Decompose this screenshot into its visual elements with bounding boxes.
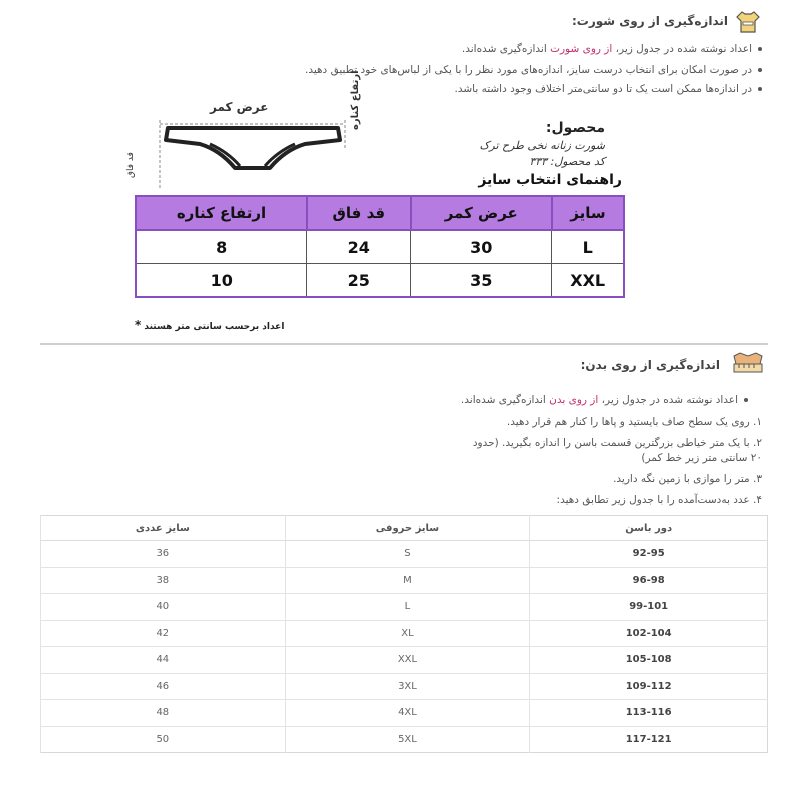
crotch-label: قد فاق	[125, 152, 136, 178]
bullet-3: در اندازه‌ها ممکن است یک تا دو سانتی‌متر اختلاف وجود داشته باشد.	[454, 83, 762, 95]
table-header-row	[136, 196, 624, 230]
product-heading: محصول:	[545, 120, 605, 136]
step-3: ۳. متر را موازی با زمین نگه دارید.	[613, 473, 762, 485]
step-2-cont: ۲۰ سانتی متر زیر خط کمر)	[641, 452, 762, 464]
col-letter-size: سایز حروفی	[285, 516, 530, 541]
col-crotch: قد فاق	[307, 196, 411, 230]
step-4: ۴. عدد به‌دست‌آمده را با جدول زیر تطابق دهید:	[556, 494, 762, 506]
product-code: کد محصول: ۳۳۳	[529, 155, 605, 168]
table-row: 113-116 4XL 48	[41, 700, 768, 727]
col-numeric-size: سایز عددی	[41, 516, 286, 541]
shirt-icon	[735, 10, 761, 34]
hip-size-table	[40, 515, 768, 753]
table-header-row	[41, 516, 768, 541]
size-table	[135, 195, 625, 298]
table-row: 96-98 M 38	[41, 567, 768, 594]
side-height-label: ارتفاع کناره	[350, 70, 361, 130]
waist-width-label: عرض کمر	[210, 100, 269, 114]
step-2: ۲. با یک متر خیاطی بزرگترین قسمت باسن را اندازه بگیرید. (حدود	[472, 437, 762, 449]
bullet-1: اعداد نوشته شده در جدول زیر، از روی شورت اندازه‌گیری شده‌اند.	[462, 43, 762, 55]
table-row: 102-104 XL 42	[41, 620, 768, 647]
table-row: 117-121 5XL 50	[41, 726, 768, 753]
col-waist: عرض کمر	[411, 196, 552, 230]
bullet-2: در صورت امکان برای انتخاب درست سایز، اندازه‌های مورد نظر را با یکی از لباس‌های خود تطبیق دهید.	[305, 64, 762, 76]
product-name: شورت زنانه نخی طرح ترک	[479, 139, 605, 152]
col-size: سایز	[552, 196, 624, 230]
table-row: 105-108 XXL 44	[41, 647, 768, 674]
col-hip: دور باسن	[530, 516, 768, 541]
table-row: XXL 35 25 10	[136, 264, 624, 298]
section1-title: اندازه‌گیری از روی شورت:	[571, 14, 728, 28]
col-side: ارتفاع کناره	[136, 196, 307, 230]
table-row: 99-101 L 40	[41, 594, 768, 621]
divider	[40, 343, 768, 345]
table-row: L 30 24 8	[136, 230, 624, 264]
table-row: 92-95 S 36	[41, 541, 768, 568]
units-note: اعداد برحسب سانتی متر هستند *	[135, 318, 285, 332]
ruler-icon	[730, 352, 766, 376]
intro-bullet: اعداد نوشته شده در جدول زیر، از روی بدن اندازه‌گیری شده‌اند.	[461, 394, 748, 406]
step-1: ۱. روی یک سطح صاف بایستید و پاها را کنار هم قرار دهید.	[506, 416, 762, 428]
table-row: 109-112 3XL 46	[41, 673, 768, 700]
section2-title: اندازه‌گیری از روی بدن:	[580, 358, 720, 372]
size-guide-title: راهنمای انتخاب سایز	[478, 172, 622, 188]
briefs-diagram	[125, 70, 390, 195]
